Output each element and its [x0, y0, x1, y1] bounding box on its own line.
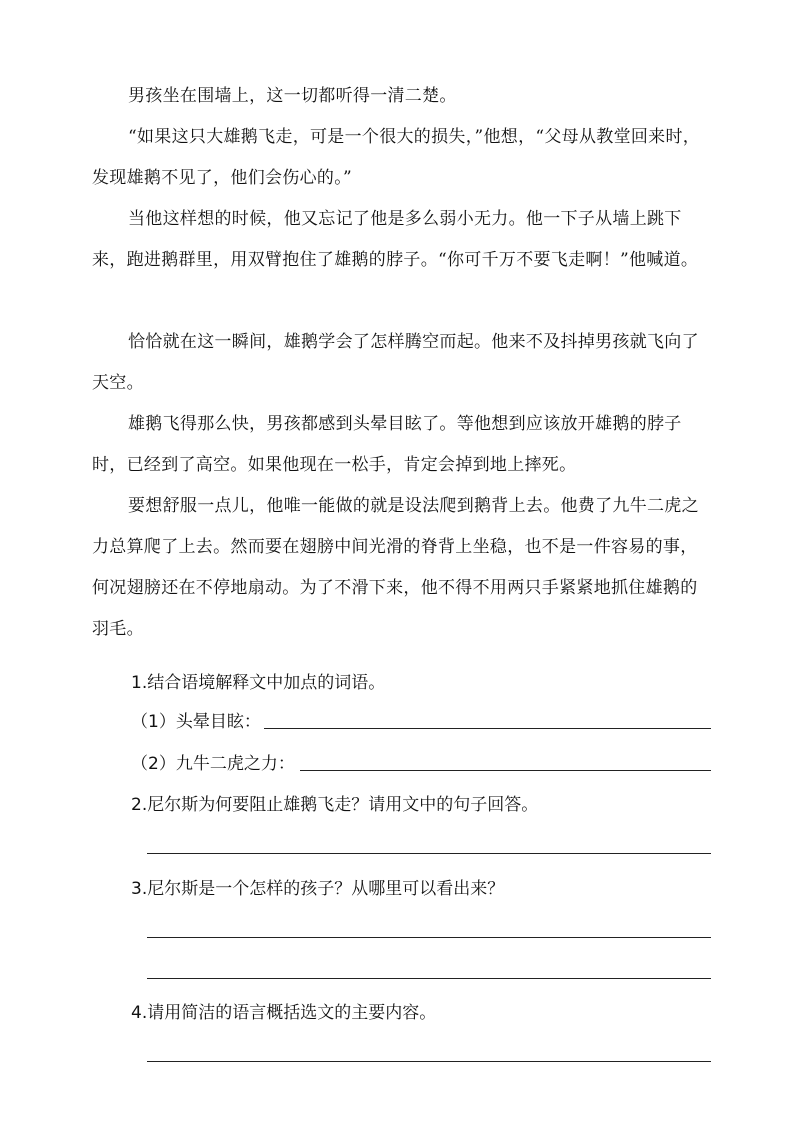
question-3-answer-line-1[interactable] [147, 937, 711, 938]
question-2: 2.尼尔斯为何要阻止雄鹅飞走？请用文中的句子回答。 [131, 795, 539, 815]
question-4: 4.请用简洁的语言概括选文的主要内容。 [131, 1003, 437, 1023]
question-1-1-label: （1）头晕目眩： [131, 712, 261, 732]
passage-paragraph-2: “如果这只大雄鹅飞走，可是一个很大的损失，”他想，“父母从教堂回来时，发现雄鹅不见了，他们会伤心的。” [92, 127, 701, 188]
question-3-answer-line-2[interactable] [147, 978, 711, 979]
passage-paragraph-1: 男孩坐在围墙上，这一切都听得一清二楚。 [128, 86, 457, 106]
passage-paragraph-3: 当他这样想的时候，他又忘记了他是多么弱小无力。他一下子从墙上跳下来，跑进鹅群里，用双臂抱住了雄鹅的脖子。“你可千万不要飞走啊！”他喊道。 [92, 209, 699, 270]
passage-paragraph-6: 要想舒服一点儿，他唯一能做的就是设法爬到鹅背上去。他费了九牛二虎之力总算爬了上去。然而要在翅膀中间光滑的脊背上坐稳，也不是一件容易的事，何况翅膀还在不停地扇动。为了不滑下来，他不得不用两只手紧紧地抓住雄鹅的羽毛。 [92, 496, 699, 639]
passage-paragraph-5: 雄鹅飞得那么快，男孩都感到头晕目眩了。等他想到应该放开雄鹅的脖子时，已经到了高空。如果他现在一松手，肯定会掉到地上摔死。 [92, 414, 682, 475]
question-3: 3.尼尔斯是一个怎样的孩子？从哪里可以看出来？ [131, 879, 505, 899]
question-4-answer-line[interactable] [147, 1061, 711, 1062]
question-2-answer-line[interactable] [147, 853, 711, 854]
passage-paragraph-4: 恰恰就在这一瞬间，雄鹅学会了怎样腾空而起。他来不及抖掉男孩就飞向了天空。 [92, 332, 699, 393]
question-1: 1.结合语境解释文中加点的词语。 [131, 673, 386, 693]
question-1-2-label: （2）九牛二虎之力： [131, 754, 295, 774]
question-1-2-answer-line[interactable] [300, 770, 711, 771]
question-1-1-answer-line[interactable] [264, 728, 711, 729]
